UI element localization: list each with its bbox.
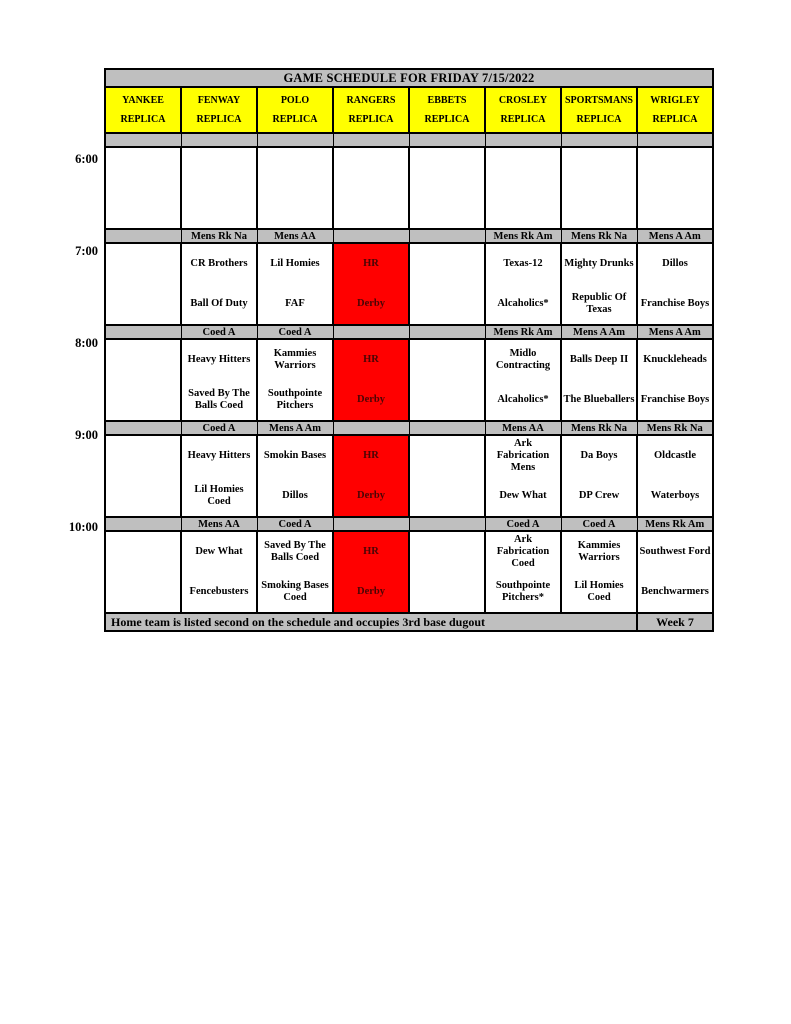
home-team xyxy=(258,188,332,228)
away-team: HR xyxy=(363,258,379,270)
game-cell-7-00-crosley xyxy=(485,243,561,325)
away-team xyxy=(182,148,256,188)
venue-sub: REPLICA xyxy=(576,113,622,125)
title-row xyxy=(105,69,713,87)
away-team: CR Brothers xyxy=(190,258,248,270)
time-label-8-00: 8:00 xyxy=(75,336,98,350)
venue-name: FENWAY xyxy=(197,95,241,107)
away-team: Heavy Hitters xyxy=(187,354,251,366)
division-cell-9-00-rangers xyxy=(333,421,409,435)
home-team: Dillos xyxy=(282,490,308,502)
game-cell-7-00-rangers xyxy=(333,243,409,325)
game-row-9-00 xyxy=(105,435,713,517)
division-cell-10-00-rangers xyxy=(333,517,409,531)
home-team xyxy=(410,572,484,612)
game-cell-9-00-fenway xyxy=(181,435,257,517)
away-team: Southwest Ford xyxy=(639,546,711,558)
game-cell-10-00-crosley xyxy=(485,531,561,613)
division-cell-7-00-crosley: Mens Rk Am xyxy=(485,229,561,243)
game-cell-10-00-polo xyxy=(257,531,333,613)
away-team: Kammies Warriors xyxy=(273,348,317,371)
division-cell-6-00-yankee xyxy=(105,133,181,147)
away-team xyxy=(486,148,560,188)
time-label-6-00: 6:00 xyxy=(75,152,98,166)
game-cell-8-00-fenway xyxy=(181,339,257,421)
division-cell-6-00-wrigley xyxy=(637,133,713,147)
away-team: Heavy Hitters xyxy=(187,450,251,462)
venue-header-yankee xyxy=(105,87,181,133)
division-row-8-00 xyxy=(105,325,713,339)
game-row-6-00 xyxy=(105,147,713,229)
division-cell-8-00-ebbets xyxy=(409,325,485,339)
venue-sub: REPLICA xyxy=(424,113,470,125)
venue-name: WRIGLEY xyxy=(650,95,700,107)
home-team: Ball Of Duty xyxy=(190,298,248,310)
home-team: Alcaholics* xyxy=(497,394,549,406)
away-team: Oldcastle xyxy=(654,450,696,462)
venue-name: CROSLEY xyxy=(498,95,548,107)
away-team: Lil Homies xyxy=(270,258,320,270)
division-cell-7-00-fenway: Mens Rk Na xyxy=(181,229,257,243)
game-cell-8-00-ebbets xyxy=(409,339,485,421)
home-team: Smoking Bases Coed xyxy=(261,580,329,603)
division-cell-6-00-polo xyxy=(257,133,333,147)
away-team xyxy=(106,244,180,284)
division-row-7-00 xyxy=(105,229,713,243)
away-team xyxy=(562,148,636,188)
home-team xyxy=(106,188,180,228)
division-cell-8-00-wrigley: Mens A Am xyxy=(637,325,713,339)
game-cell-10-00-wrigley xyxy=(637,531,713,613)
division-cell-6-00-rangers xyxy=(333,133,409,147)
home-team: Saved By The Balls Coed xyxy=(188,388,250,411)
venue-name: POLO xyxy=(280,95,310,107)
division-cell-6-00-crosley xyxy=(485,133,561,147)
game-schedule-table xyxy=(104,68,714,632)
division-cell-6-00-fenway xyxy=(181,133,257,147)
game-cell-9-00-polo xyxy=(257,435,333,517)
home-team: Alcaholics* xyxy=(497,298,549,310)
home-team xyxy=(182,188,256,228)
game-cell-7-00-ebbets xyxy=(409,243,485,325)
home-team xyxy=(562,188,636,228)
division-cell-10-00-fenway: Mens AA xyxy=(181,517,257,531)
game-cell-6-00-fenway xyxy=(181,147,257,229)
game-cell-9-00-ebbets xyxy=(409,435,485,517)
home-team xyxy=(410,188,484,228)
division-cell-9-00-crosley: Mens AA xyxy=(485,421,561,435)
home-team: Waterboys xyxy=(650,490,700,502)
home-team: Dew What xyxy=(499,490,547,502)
division-cell-8-00-sportsmans: Mens A Am xyxy=(561,325,637,339)
home-team: The Blueballers xyxy=(563,394,635,406)
division-cell-10-00-polo: Coed A xyxy=(257,517,333,531)
division-cell-9-00-ebbets xyxy=(409,421,485,435)
division-cell-7-00-rangers xyxy=(333,229,409,243)
venue-header-wrigley xyxy=(637,87,713,133)
venue-sub: REPLICA xyxy=(348,113,394,125)
venue-header-ebbets xyxy=(409,87,485,133)
venue-header-row xyxy=(105,87,713,133)
game-cell-6-00-wrigley xyxy=(637,147,713,229)
away-team: Mighty Drunks xyxy=(564,258,634,270)
game-cell-8-00-wrigley xyxy=(637,339,713,421)
venue-sub: REPLICA xyxy=(120,113,166,125)
away-team xyxy=(410,532,484,572)
game-cell-9-00-yankee xyxy=(105,435,181,517)
home-team: Franchise Boys xyxy=(640,394,710,406)
away-team xyxy=(638,148,712,188)
home-team xyxy=(638,188,712,228)
venue-header-crosley xyxy=(485,87,561,133)
venue-sub: REPLICA xyxy=(196,113,242,125)
division-cell-10-00-crosley: Coed A xyxy=(485,517,561,531)
away-team xyxy=(334,148,408,188)
away-team: Smokin Bases xyxy=(263,450,327,462)
home-team xyxy=(410,284,484,324)
division-cell-9-00-sportsmans: Mens Rk Na xyxy=(561,421,637,435)
division-cell-9-00-wrigley: Mens Rk Na xyxy=(637,421,713,435)
game-cell-9-00-wrigley xyxy=(637,435,713,517)
home-team: Derby xyxy=(357,586,385,598)
game-cell-6-00-sportsmans xyxy=(561,147,637,229)
game-cell-10-00-rangers xyxy=(333,531,409,613)
division-cell-7-00-polo: Mens AA xyxy=(257,229,333,243)
home-team: Derby xyxy=(357,394,385,406)
venue-sub: REPLICA xyxy=(272,113,318,125)
home-team xyxy=(106,476,180,516)
away-team: Knuckleheads xyxy=(643,354,707,366)
home-team: DP Crew xyxy=(578,490,620,502)
home-team: Derby xyxy=(357,298,385,310)
venue-name: SPORTSMANS xyxy=(565,95,633,107)
away-team xyxy=(410,340,484,380)
division-cell-9-00-fenway: Coed A xyxy=(181,421,257,435)
home-team xyxy=(410,380,484,420)
time-label-7-00: 7:00 xyxy=(75,244,98,258)
division-row-10-00 xyxy=(105,517,713,531)
away-team: Ark Fabrication Mens xyxy=(496,438,550,473)
away-team: HR xyxy=(363,546,379,558)
game-cell-7-00-fenway xyxy=(181,243,257,325)
home-team: Republic Of Texas xyxy=(571,292,627,315)
division-cell-9-00-yankee xyxy=(105,421,181,435)
away-team xyxy=(410,148,484,188)
division-cell-10-00-ebbets xyxy=(409,517,485,531)
division-cell-6-00-sportsmans xyxy=(561,133,637,147)
venue-name: YANKEE xyxy=(122,95,164,107)
home-team xyxy=(334,188,408,228)
away-team xyxy=(410,244,484,284)
away-team xyxy=(258,148,332,188)
game-cell-6-00-rangers xyxy=(333,147,409,229)
home-team: Benchwarmers xyxy=(641,586,709,598)
game-cell-8-00-rangers xyxy=(333,339,409,421)
game-cell-9-00-rangers xyxy=(333,435,409,517)
game-cell-6-00-crosley xyxy=(485,147,561,229)
game-cell-10-00-fenway xyxy=(181,531,257,613)
home-team: Franchise Boys xyxy=(640,298,710,310)
game-cell-10-00-yankee xyxy=(105,531,181,613)
home-team: Lil Homies Coed xyxy=(194,484,244,507)
home-team xyxy=(486,188,560,228)
footer-row xyxy=(105,613,713,631)
game-cell-6-00-ebbets xyxy=(409,147,485,229)
division-cell-9-00-polo: Mens A Am xyxy=(257,421,333,435)
time-label-10-00: 10:00 xyxy=(68,520,98,534)
division-cell-8-00-crosley: Mens Rk Am xyxy=(485,325,561,339)
venue-header-rangers xyxy=(333,87,409,133)
home-team xyxy=(106,380,180,420)
away-team xyxy=(106,436,180,476)
away-team: Balls Deep II xyxy=(569,354,629,366)
away-team xyxy=(106,532,180,572)
game-cell-10-00-sportsmans xyxy=(561,531,637,613)
game-cell-8-00-polo xyxy=(257,339,333,421)
game-cell-7-00-sportsmans xyxy=(561,243,637,325)
game-cell-7-00-polo xyxy=(257,243,333,325)
away-team: Kammies Warriors xyxy=(577,540,621,563)
away-team: Ark Fabrication Coed xyxy=(496,534,550,569)
division-row-9-00 xyxy=(105,421,713,435)
game-cell-7-00-yankee xyxy=(105,243,181,325)
away-team xyxy=(106,148,180,188)
away-team: Saved By The Balls Coed xyxy=(264,540,326,563)
away-team: Dillos xyxy=(662,258,688,270)
home-team-note: Home team is listed second on the schedule and occupies 3rd base dugout xyxy=(105,613,637,631)
away-team: Da Boys xyxy=(580,450,618,462)
venue-sub: REPLICA xyxy=(500,113,546,125)
away-team: Dew What xyxy=(195,546,243,558)
division-cell-7-00-yankee xyxy=(105,229,181,243)
home-team: Lil Homies Coed xyxy=(574,580,624,603)
game-cell-8-00-crosley xyxy=(485,339,561,421)
game-cell-9-00-sportsmans xyxy=(561,435,637,517)
home-team: FAF xyxy=(285,298,305,310)
division-cell-6-00-ebbets xyxy=(409,133,485,147)
game-row-7-00 xyxy=(105,243,713,325)
division-row-6-00 xyxy=(105,133,713,147)
venue-header-sportsmans xyxy=(561,87,637,133)
home-team: Fencebusters xyxy=(189,586,249,598)
game-cell-10-00-ebbets xyxy=(409,531,485,613)
game-cell-7-00-wrigley xyxy=(637,243,713,325)
game-cell-8-00-yankee xyxy=(105,339,181,421)
away-team: HR xyxy=(363,450,379,462)
venue-header-polo xyxy=(257,87,333,133)
division-cell-10-00-yankee xyxy=(105,517,181,531)
home-team xyxy=(410,476,484,516)
venue-sub: REPLICA xyxy=(652,113,698,125)
game-cell-6-00-yankee xyxy=(105,147,181,229)
venue-header-fenway xyxy=(181,87,257,133)
home-team: Southpointe Pitchers xyxy=(267,388,323,411)
schedule-title: GAME SCHEDULE FOR FRIDAY 7/15/2022 xyxy=(105,69,713,87)
game-row-10-00 xyxy=(105,531,713,613)
venue-name: EBBETS xyxy=(427,95,467,107)
away-team xyxy=(106,340,180,380)
home-team: Southpointe Pitchers* xyxy=(495,580,551,603)
away-team: HR xyxy=(363,354,379,366)
game-cell-6-00-polo xyxy=(257,147,333,229)
away-team: Texas-12 xyxy=(503,258,543,270)
game-cell-9-00-crosley xyxy=(485,435,561,517)
division-cell-8-00-polo: Coed A xyxy=(257,325,333,339)
time-label-9-00: 9:00 xyxy=(75,428,98,442)
division-cell-10-00-wrigley: Mens Rk Am xyxy=(637,517,713,531)
division-cell-7-00-wrigley: Mens A Am xyxy=(637,229,713,243)
home-team: Derby xyxy=(357,490,385,502)
division-cell-8-00-yankee xyxy=(105,325,181,339)
game-cell-8-00-sportsmans xyxy=(561,339,637,421)
home-team xyxy=(106,572,180,612)
division-cell-8-00-fenway: Coed A xyxy=(181,325,257,339)
division-cell-8-00-rangers xyxy=(333,325,409,339)
home-team xyxy=(106,284,180,324)
week-number: Week 7 xyxy=(637,613,713,631)
division-cell-7-00-ebbets xyxy=(409,229,485,243)
division-cell-7-00-sportsmans: Mens Rk Na xyxy=(561,229,637,243)
away-team xyxy=(410,436,484,476)
away-team: Midlo Contracting xyxy=(495,348,551,371)
game-row-8-00 xyxy=(105,339,713,421)
division-cell-10-00-sportsmans: Coed A xyxy=(561,517,637,531)
venue-name: RANGERS xyxy=(346,95,396,107)
